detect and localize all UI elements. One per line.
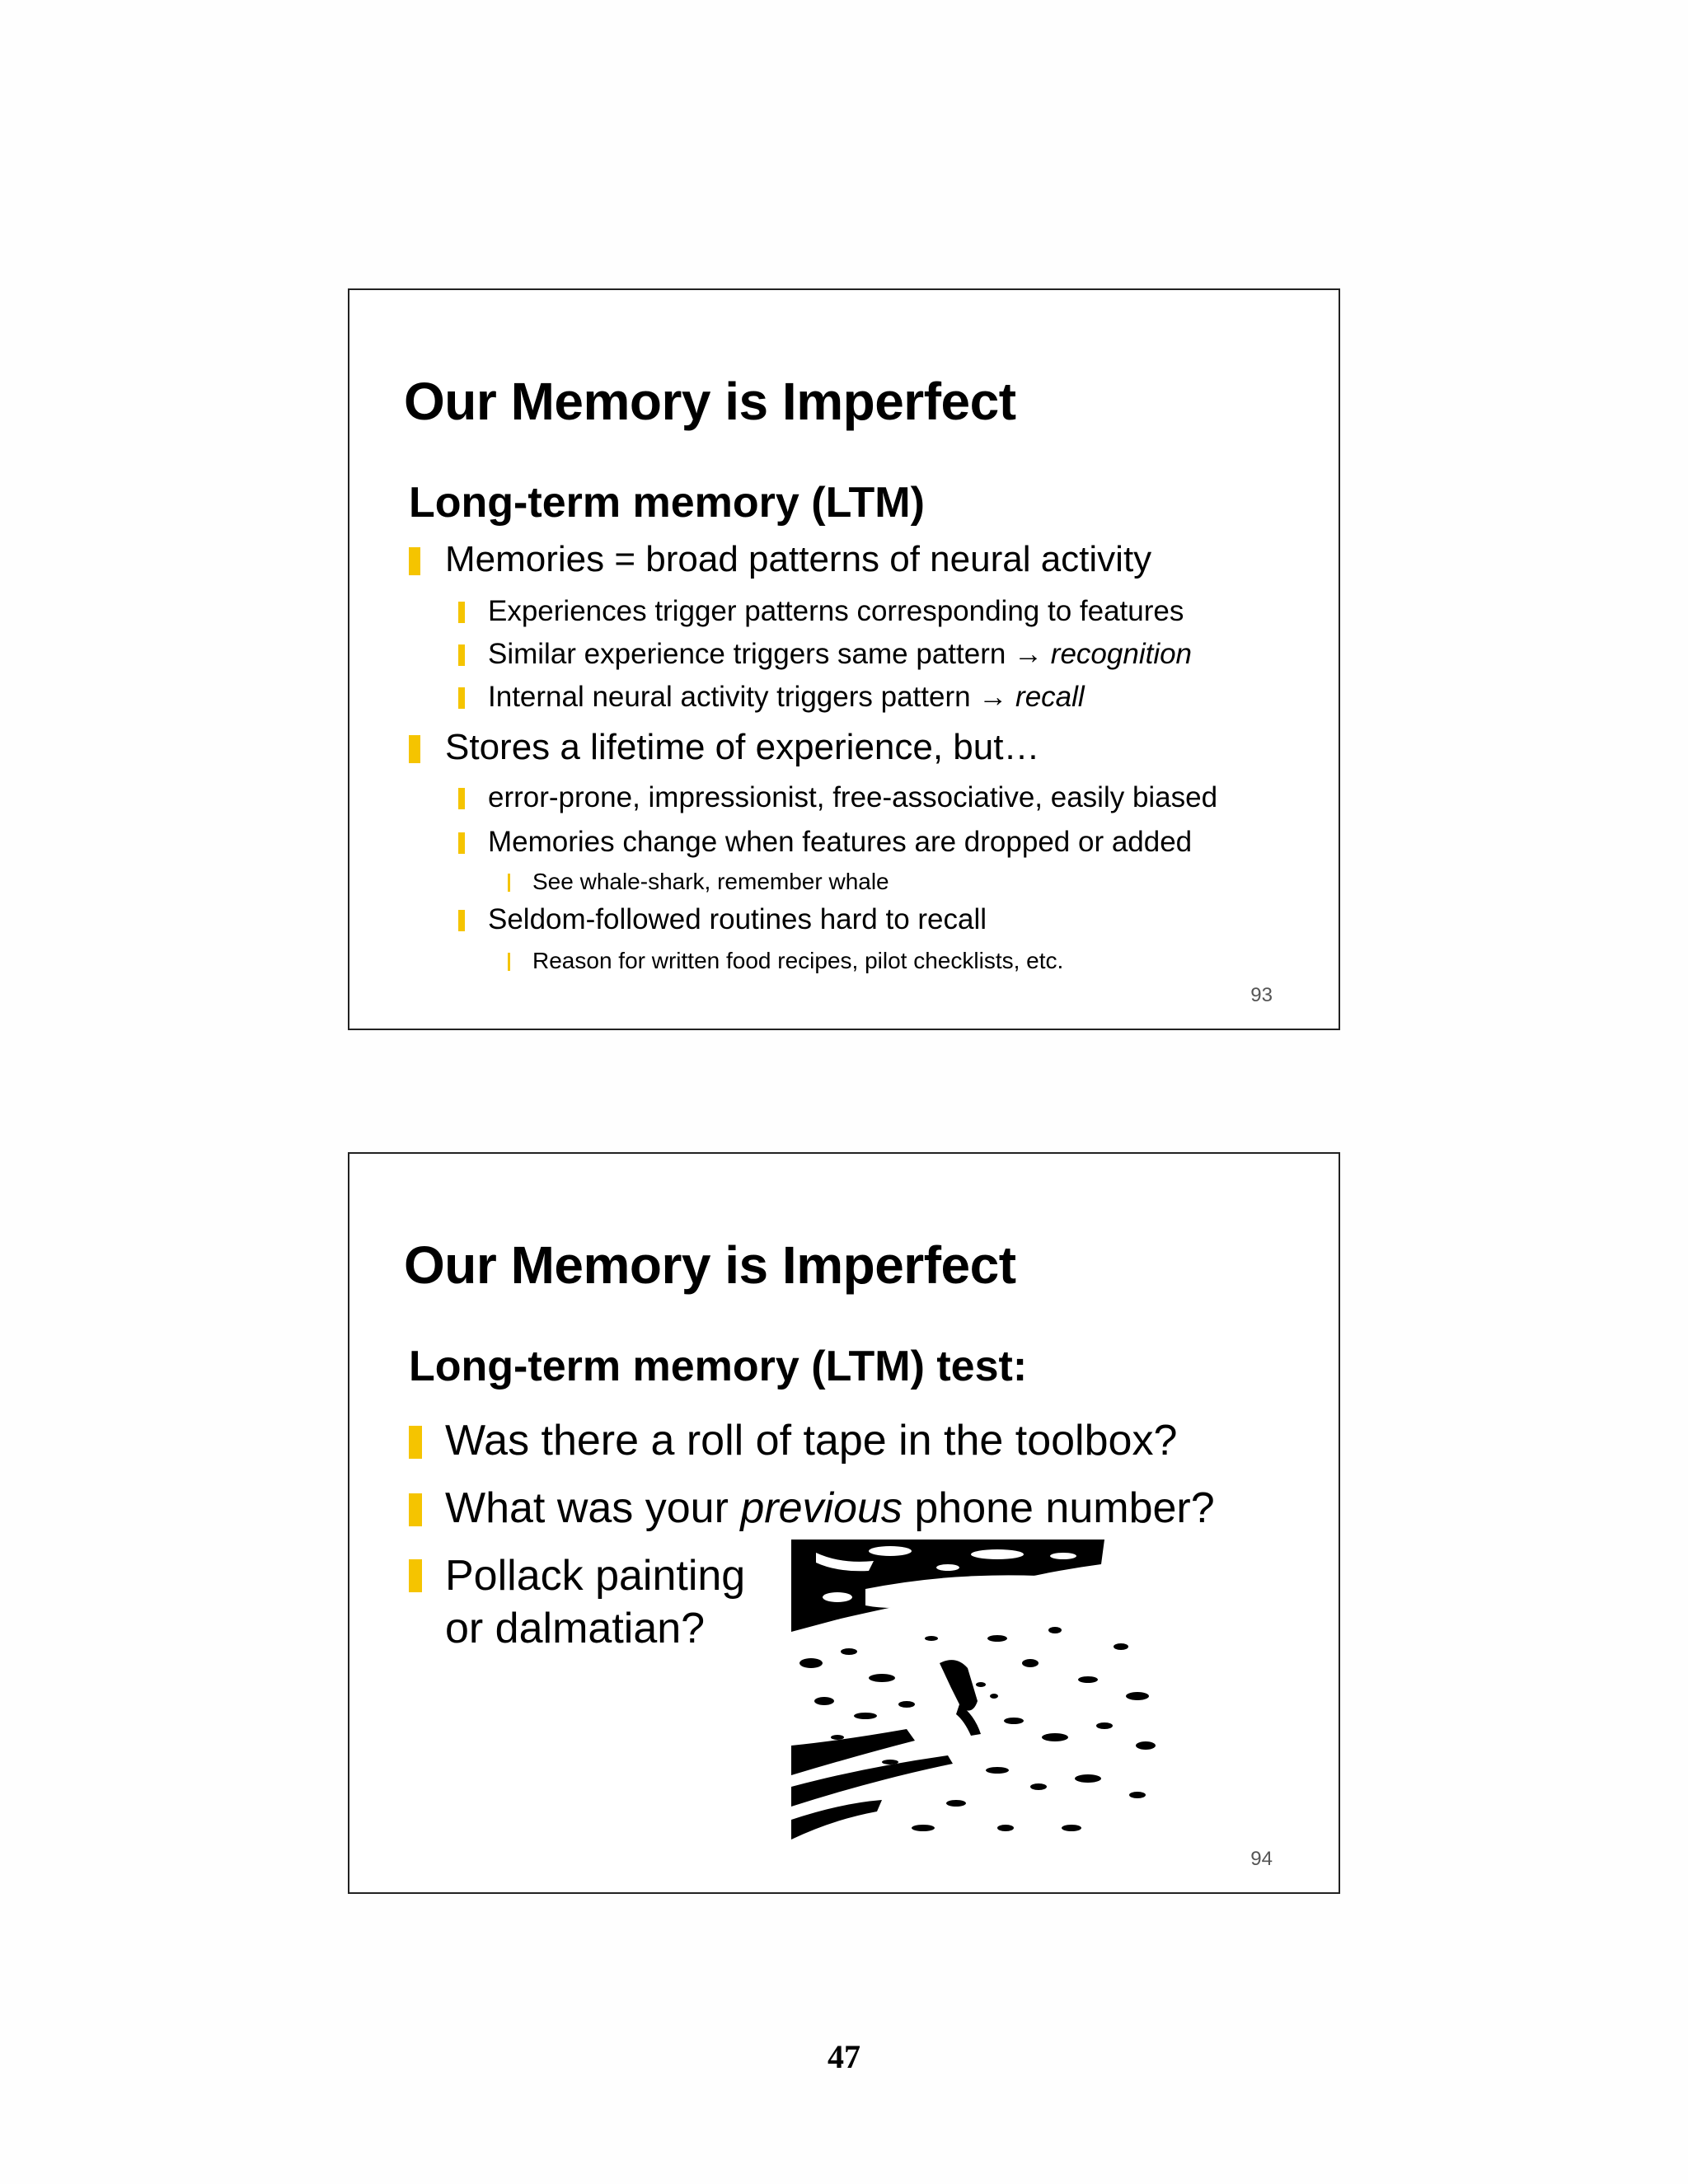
bullet-marker-icon — [458, 687, 465, 709]
slide-title: Our Memory is Imperfect — [404, 372, 1016, 431]
bullet-item: Memories = broad patterns of neural activity — [445, 539, 1151, 580]
sub-sub-bullet-item: Reason for written food recipes, pilot checklists, etc. — [532, 948, 1063, 974]
bullet-marker-icon — [508, 874, 510, 892]
bullet-item: Stores a lifetime of experience, but… — [445, 727, 1039, 768]
bullet-marker-icon — [409, 1493, 422, 1526]
sub-sub-bullet-item: See whale-shark, remember whale — [532, 869, 889, 895]
sub-bullet-item: Experiences trigger patterns corresponding to features — [488, 595, 1184, 628]
bullet-marker-icon — [458, 644, 465, 666]
sub-bullet-item: error-prone, impressionist, free-associative, easily biased — [488, 781, 1217, 814]
bullet-item: Was there a roll of tape in the toolbox? — [445, 1416, 1177, 1465]
bullet-item: Pollack painting or dalmatian? — [445, 1549, 745, 1655]
dalmatian-illusion-image — [791, 1540, 1174, 1844]
bullet-marker-icon — [409, 547, 420, 575]
slide-93 — [348, 288, 1340, 1030]
bullet-marker-icon — [458, 602, 465, 623]
bullet-marker-icon — [508, 953, 510, 971]
bullet-marker-icon — [409, 1559, 422, 1592]
page-number: 47 — [828, 2038, 860, 2075]
bullet-marker-icon — [458, 832, 465, 854]
slide-title: Our Memory is Imperfect — [404, 1235, 1016, 1295]
slide-94 — [348, 1152, 1340, 1894]
slide-number: 94 — [1250, 1848, 1273, 1870]
arrow-icon: → — [978, 681, 1008, 713]
bullet-marker-icon — [409, 735, 420, 763]
bullet-item: What was your previous phone number? — [445, 1483, 1215, 1533]
slide-subtitle: Long-term memory (LTM) test: — [409, 1343, 1028, 1390]
slide-number: 93 — [1250, 984, 1273, 1006]
sub-bullet-item: Memories change when features are dropped or added — [488, 826, 1192, 859]
sub-bullet-item: Internal neural activity triggers pattern → recall — [488, 681, 1085, 714]
bullet-marker-icon — [409, 1426, 422, 1459]
arrow-icon: → — [1014, 638, 1043, 670]
sub-bullet-item: Similar experience triggers same pattern → recognition — [488, 638, 1192, 671]
slide-subtitle: Long-term memory (LTM) — [409, 479, 925, 527]
sub-bullet-item: Seldom-followed routines hard to recall — [488, 903, 987, 936]
bullet-marker-icon — [458, 910, 465, 931]
bullet-marker-icon — [458, 788, 465, 809]
bullet-list — [349, 290, 1339, 1029]
